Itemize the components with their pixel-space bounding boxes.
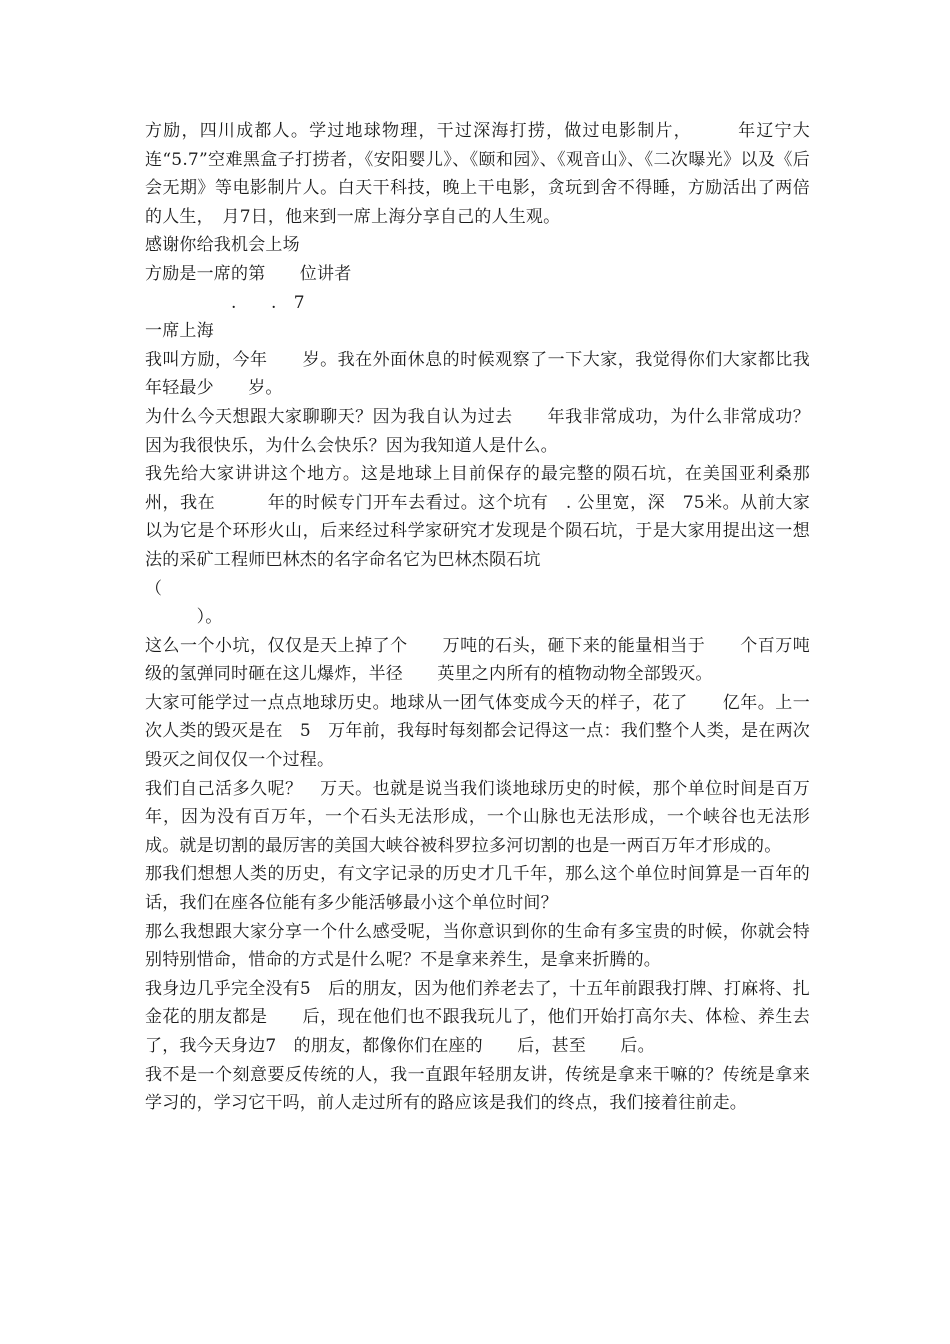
article-body — [145, 117, 810, 1118]
paragraph-intro: 方励，四川成都人。学过地球物理，干过深海打捞，做过电影制片， 年辽宁大连“5.7”空难黑盒子打捞者，《安阳婴儿》、《颐和园》、《观音山》、《二次曝光》以及《后会无期》等电影制片人。白天干科技，晚上干电影，贪玩到舍不得睡，方励活出了两倍的人生， 月7日，他来到一席上海分享自己的人生观。 — [145, 121, 810, 227]
paragraph-self-intro: 我叫方励，今年 岁。我在外面休息的时候观察了一下大家，我觉得你们大家都比我年轻最少 岁。 — [145, 349, 810, 399]
paragraph-impact: 这么一个小坑，仅仅是天上掉了个 万吨的石头，砸下来的能量相当于 个百万吨级的氢弹同时砸在这儿爆炸，半径 英里之内所有的植物动物全部毁灭。 — [145, 635, 810, 685]
paragraph-tradition: 我不是一个刻意要反传统的人，我一直跟年轻朋友讲，传统是拿来干嘛的？传统是拿来学习的，学习它干吗，前人走过所有的路应该是我们的终点，我们接着往前走。 — [145, 1064, 810, 1114]
paragraph-earth-history: 大家可能学过一点点地球历史。地球从一团气体变成今天的样子，花了 亿年。上一次人类的毁灭是在 5 万年前，我每时每刻都会记得这一点：我们整个人类，是在两次毁灭之间仅仅一个过程。 — [145, 692, 810, 771]
paragraph-lifespan: 我们自己活多久呢？ 万天。也就是说当我们谈地球历史的时候，那个单位时间是百万年，因为没有百万年，一个石头无法形成，一个山脉也无法形成，一个峡谷也无法形成。就是切割的最厉害的美国大峡谷被科罗拉多河切割的也是一两百万年才形成的。 — [145, 778, 810, 856]
paragraph-why: 为什么今天想跟大家聊聊天？因为我自认为过去 年我非常成功，为什么非常成功？因为我很快乐，为什么会快乐？因为我知道人是什么。 — [145, 406, 810, 456]
paragraph-friends: 我身边几乎完全没有5 后的朋友，因为他们养老去了，十五年前跟我打牌、打麻将、扎金花的朋友都是 后，现在他们也不跟我玩儿了，他们开始打高尔夫、体检、养生去了，我今天身边7 的朋友，都像你们在座的 后，甚至 后。 — [145, 978, 810, 1056]
paragraph-venue: 一席上海 — [145, 321, 214, 342]
paragraph-paren-open: （ — [145, 578, 163, 599]
paragraph-title: 感谢你给我机会上场 — [145, 235, 300, 256]
paragraph-cherish-life: 那么我想跟大家分享一个什么感受呢，当你意识到你的生命有多宝贵的时候，你就会特别特别惜命，惜命的方式是什么呢？不是拿来养生，是拿来折腾的。 — [145, 921, 810, 971]
paragraph-date: . . 7 — [145, 292, 305, 313]
paragraph-speaker-number: 方励是一席的第 位讲者 — [145, 263, 352, 284]
paragraph-paren-close: ）。 — [145, 607, 223, 628]
paragraph-human-history: 那我们想想人类的历史，有文字记录的历史才几千年，那么这个单位时间算是一百年的话，我们在座各位能有多少能活够最小这个单位时间？ — [145, 864, 810, 914]
paragraph-crater: 我先给大家讲讲这个地方。这是地球上目前保存的最完整的陨石坑，在美国亚利桑那州，我在 年的时候专门开车去看过。这个坑有 . 公里宽，深 75米。从前大家以为它是个环形火山，后来经过科学家研究才发现是个陨石坑，于是大家用提出这一想法的采矿工程师巴林杰的名字命名它为巴林杰陨石坑 — [145, 464, 810, 570]
